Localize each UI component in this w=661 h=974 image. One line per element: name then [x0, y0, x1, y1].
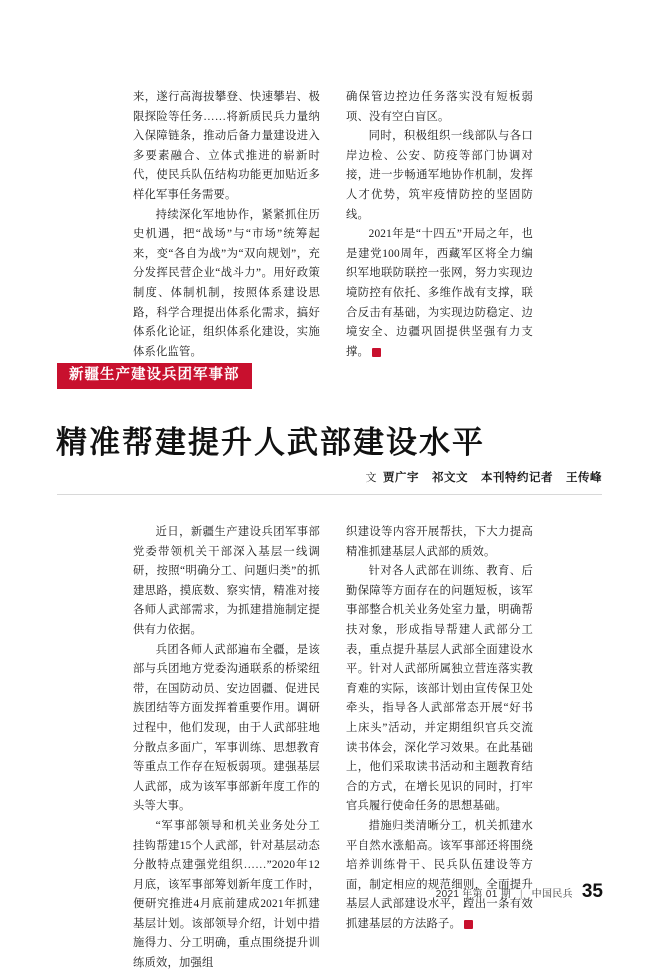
top-article-right-column — [346, 88, 533, 362]
byline — [366, 469, 603, 485]
paragraph: 持续深化军地协作，紧紧抓住历史机遇，把“战场”与“市场”统筹起来，变“各自为战”为“双向规划”，充分发挥民营企业“战斗力”。用好政策制度、体制机制，按照体系建设思路，科学合理提出体系化需求，搞好体系化论证，组织体系化建设，实施体系化监管。 — [133, 208, 320, 358]
byline-author: 贾广宇 — [383, 472, 419, 484]
end-mark-icon: ★ — [464, 920, 473, 929]
paragraph: 织建设等内容开展帮扶，下大力提高精准抓建基层人武部的质效。 — [346, 526, 533, 558]
paragraph-text: 措施归类清晰分工，机关抓建水平自然水涨船高。该军事部还将围绕培养训练骨干、民兵队伍建设等方面，制定相应的规范细则，全面提升基层人武部建设水平，蹚出一条有效抓建基层的方法路子。 — [346, 819, 533, 930]
byline-prefix: 文 — [365, 472, 377, 484]
end-mark-icon: ★ — [372, 348, 381, 357]
byline-author: 王传峰 — [566, 472, 602, 484]
body-article-right-column — [346, 523, 533, 974]
article-kicker: 新疆生产建设兵团军事部 — [57, 363, 252, 389]
paragraph-final — [346, 225, 533, 362]
paragraph: 针对各人武部在训练、教育、后勤保障等方面存在的问题短板，该军事部整合机关业务处室力量，明确帮扶对象，形成指导帮建人武部分工表，重点提升基层人武部全面建设水平。针对人武部所属独立营连落实教育难的实际，该部计划由宣传保卫处牵头，指导各人武部常态开展“好书上床头”活动，并定期组织官兵交流读书体会，深化学习效果。在此基础上，他们采取读书活动和主题教育结合的方式，在增长见识的同时，打牢官兵履行使命任务的思想基础。 — [346, 565, 533, 813]
byline-author: 祁文文 — [432, 472, 468, 484]
paragraph-text: 2021年是“十四五”开局之年，也是建党100周年，西藏军区将全力编织军地联防联控一张网，努力实现边境防控有依托、多维作战有支撑，联合反击有基础，为实现边防稳定、边境安全、边疆巩固提供坚强有力支撑。 — [346, 228, 533, 358]
page-footer — [436, 881, 603, 903]
issue-label: 2021 年第 01 期 — [435, 889, 512, 900]
paragraph: 确保管边控边任务落实没有短板弱项、没有空白盲区。 — [346, 91, 533, 123]
paragraph-final — [346, 817, 533, 935]
paragraph: 兵团各师人武部遍布全疆，是该部与兵团地方党委沟通联系的桥梁纽带，在国防动员、安边固疆、促进民族团结等方面发挥着重要作用。调研过程中，他们发现，由于人武部驻地分散点多面广，军事训练、思想教育等重点工作存在短板弱项。建强基层人武部，成为该军事部新年度工作的头等大事。 — [133, 643, 320, 813]
divider — [57, 494, 602, 495]
page-number: 35 — [581, 881, 603, 902]
page-title: 精准帮建提升人武部建设水平 — [56, 424, 485, 460]
body-article-left-column — [133, 523, 320, 974]
body-article — [133, 523, 533, 974]
top-article — [133, 88, 533, 362]
top-article-left-column — [133, 88, 320, 362]
paragraph: “军事部领导和机关业务处分工挂钩帮建15个人武部，针对基层动态分散特点建强党组织……”2020年12月底，该军事部筹划新年度工作时，便研究推进4月底前建成2021年抓建基层计划。该部领导介绍，计划中措施得力、分工明确，重点围绕提升训练质效，加强组 — [133, 819, 320, 970]
byline-author: 本刊特约记者 — [481, 472, 553, 484]
magazine-name: 中国民兵 — [531, 889, 573, 900]
paragraph: 近日，新疆生产建设兵团军事部党委带领机关干部深入基层一线调研，按照“明确分工、问题归类”的抓建思路，摸底数、察实情，精准对接各师人武部需求，为抓建措施制定提供有力依据。 — [133, 526, 320, 636]
paragraph: 同时，积极组织一线部队与各口岸边检、公安、防疫等部门协调对接，进一步畅通军地协作机制，发挥人才优势，筑牢疫情防控的坚固防线。 — [346, 130, 533, 221]
footer-separator: | — [520, 889, 523, 900]
paragraph: 来，遂行高海拔攀登、快速攀岩、极限探险等任务……将新质民兵力量纳入保障链条，推动后备力量建设进入多要素融合、立体式推进的崭新时代，使民兵队伍结构功能更加贴近多样化军事任务需要。 — [133, 91, 320, 201]
